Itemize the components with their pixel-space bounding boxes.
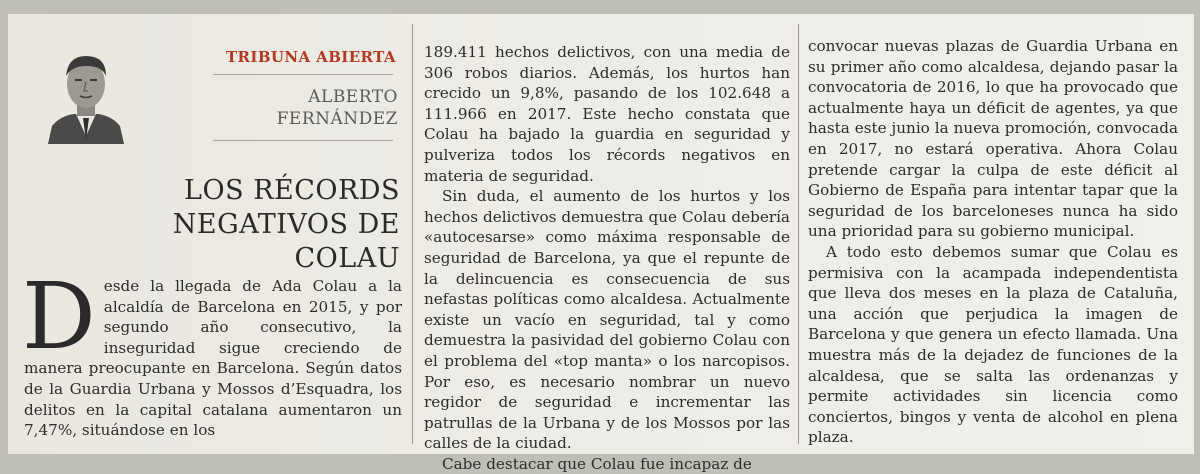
author-last-name: FERNÁNDEZ [276,109,398,129]
newspaper-clipping [8,14,1194,473]
column-2-paragraph-3: Cabe destacar que Colau fue incapaz de [442,454,752,473]
headline-line-2: NEGATIVOS DE COLAU [172,209,400,274]
author-name [258,86,398,130]
kicker-divider [213,74,393,75]
column-3-paragraph-2: A todo esto debemos sumar que Colau es permisiva con la acampada independentista que lleva dos meses en la plaza de Cataluña, una acción que perjudica la imagen de Barcelona y que genera un efecto llamada. Una muestra más de la dejadez de funciones de la alcaldesa, que se salta las ordenanzas y permite actividades sin licencia como conciertos, bingos y venta de alcohol en plena plaza. [808,242,1178,447]
author-divider [213,140,393,141]
column-3-paragraph-1: convocar nuevas plazas de Guardia Urbana en su primer año como alcaldesa, dejando pasar la convocatoria de 2016, lo que ha provocado que actualmente haya un déficit de agentes, ya que hasta este junio la nueva promoción, convocada en 2017, no estará operativa. Ahora Colau pretende cargar la culpa de este déficit al Gobierno de España para intentar tapar que la seguridad de los barceloneses nunca ha sido una prioridad para su gobierno municipal. [808,37,1178,241]
section-kicker: TRIBUNA ABIERTA [226,48,396,66]
author-first-name: ALBERTO [308,87,398,107]
article-headline [118,174,400,276]
article-column-1 [22,263,402,441]
article-column-3 [808,36,1178,448]
drop-cap: D [22,263,96,370]
column-2-paragraph-2: Sin duda, el aumento de los hurtos y los hechos delictivos demuestra que Colau debería «autocesarse» como máxima responsable de seguridad de Barcelona, ya que el repunte de la delincuencia es consecuencia de sus nefastas políticas como alcaldesa. Actualmente existe un vacío en seguridad, tal y como demuestra la pasividad del gobierno Colau con el problema del «top manta» o los narcopisos. Por eso, es necesario nombrar un nuevo regidor de seguridad e incrementar las patrullas de la Urbana y de los Mossos por las calles de la ciudad. [424,187,790,453]
author-portrait [46,44,126,144]
article-column-2 [424,42,790,474]
column-2-paragraph-1: 189.411 hechos delictivos, con una media de 306 robos diarios. Además, los hurtos han crecido un 9,8%, pasando de los 102.648 a 111.966 en 2017. Este hecho constata que Colau ha bajado la guardia en seguridad y pulveriza todos los récords negativos en materia de seguridad. [424,43,790,185]
column-1-paragraph-1: esde la llegada de Ada Colau a la alcaldía de Barcelona en 2015, y por segundo año consecutivo, la inseguridad sigue creciendo de manera preocupante en Barcelona. Según datos de la Guardia Urbana y Mossos d’Esquadra, los delitos en la capital catalana aumentaron un 7,47%, situándose en los [24,277,402,440]
column-divider-2 [798,24,799,444]
column-divider-1 [412,24,413,444]
headline-line-1: LOS RÉCORDS [184,175,400,206]
